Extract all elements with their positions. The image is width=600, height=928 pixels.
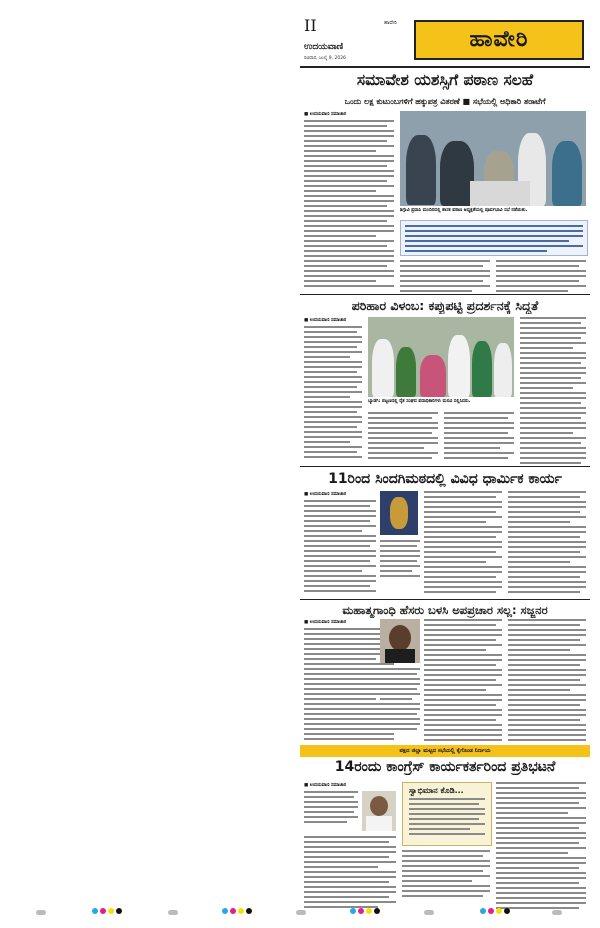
article-4-column-4 (380, 668, 420, 733)
article-1-info-box (400, 220, 588, 256)
registration-mark (36, 910, 46, 915)
article-5-column-2 (304, 836, 396, 911)
headline-1: ಸಮಾವೇಶ ಯಶಸ್ಸಿಗೆ ಪಠಾಣ ಸಲಹೆ (356, 71, 534, 89)
byline-2: ■ ಉದಯವಾಣಿ ಸಮಾಚಾರ (304, 318, 347, 323)
cyan-dot (222, 908, 228, 914)
registration-mark (168, 910, 178, 915)
headline-4: ಮಹಾತ್ಮಗಾಂಧಿ ಹೆಸರು ಬಳಸಿ ಅಪಪ್ರಚಾರ ಸಲ್ಲ: ಸಜ್ಜನರ (342, 603, 548, 617)
article-4-column-3 (508, 619, 586, 744)
article-5-photo (362, 791, 396, 831)
headline-2: ಪರಿಹಾರ ವಿಳಂಬ: ಕಪ್ಪುಪಟ್ಟಿ ಪ್ರದರ್ಶನಕ್ಕೆ ಸಿದ್ಧತೆ (351, 298, 539, 313)
dateline: ರವಿವಾರ, ಜುಲೈ 9, 2026 (304, 56, 346, 61)
district-banner (414, 20, 584, 60)
yellow-dot (238, 908, 244, 914)
cyan-dot (480, 908, 486, 914)
article-3-column-3 (508, 491, 586, 596)
yellow-dot (108, 908, 114, 914)
newspaper-page (300, 14, 590, 904)
article-1-photo (400, 111, 586, 206)
article-3-photo (380, 491, 418, 535)
article-1-column-2 (400, 260, 490, 295)
article-1-caption: ಶಿಗ್ಗಾವಿ ಪ್ರವಾಸಿ ಮಂದಿರದಲ್ಲಿ ಶಾಸಕ ಪಠಾಣ ಅಧ್ಯಕ್ಷತೆಯಲ್ಲಿ ಪೂರ್ವಭಾವಿ ಸಭೆ ನಡೆಯಿತು. (400, 208, 528, 213)
article-5-column-3 (402, 850, 490, 900)
article-5-column-1 (304, 791, 358, 826)
registration-mark (424, 910, 434, 915)
article-1-column-1 (304, 120, 394, 290)
registration-mark (296, 910, 306, 915)
black-dot (504, 908, 510, 914)
article-2-column-2 (520, 317, 586, 467)
registration-mark (552, 910, 562, 915)
cyan-dot (350, 908, 356, 914)
article-4-column-2 (424, 619, 502, 744)
page-number: II (304, 16, 317, 35)
yellow-dot (366, 908, 372, 914)
yellow-dot (496, 908, 502, 914)
quote-title: ಸ್ವಾಭಿಮಾನ ಕೊಡಿ... (409, 786, 464, 795)
headline-3: 11ರಿಂದ ಸಿಂದಗಿಮಠದಲ್ಲಿ ವಿವಿಧ ಧಾರ್ಮಿಕ ಕಾರ್ಯ (328, 471, 562, 487)
article-3-column-2 (424, 491, 502, 596)
magenta-dot (358, 908, 364, 914)
byline-5: ■ ಉದಯವಾಣಿ ಸಮಾಚಾರ (304, 783, 347, 788)
article-3-column-4 (380, 540, 420, 580)
edition-label: ಹಾವೇರಿ (384, 20, 397, 26)
quote-box (402, 782, 492, 846)
divider-1 (300, 294, 590, 295)
masthead-rule (300, 66, 590, 68)
byline-1: ■ ಉದಯವಾಣಿ ಸಮಾಚಾರ (304, 112, 347, 117)
byline-3: ■ ಉದಯವಾಣಿ ಸಮಾಚಾರ (304, 492, 347, 497)
article-2-caption: ಬ್ಯಾಡಗಿ: ಪಟ್ಟಣದಲ್ಲಿ ರೈತ ಸಂಘದ ಪದಾಧಿಕಾರಿಗಳು ಮನವಿ ಸಲ್ಲಿಸಿದರು. (368, 399, 471, 404)
cyan-dot (92, 908, 98, 914)
article-3-column-1 (304, 500, 376, 595)
black-dot (246, 908, 252, 914)
headline-5: 14ರಂದು ಕಾಂಗ್ರೆಸ್ ಕಾರ್ಯಕರ್ತರಿಂದ ಪ್ರತಿಭಟನೆ (334, 759, 556, 775)
magenta-dot (230, 908, 236, 914)
magenta-dot (100, 908, 106, 914)
article-5-column-4 (496, 782, 586, 912)
byline-4: ■ ಉದಯವಾಣಿ ಸಮಾಚಾರ (304, 620, 347, 625)
newspaper-brand: ಉದಯವಾಣಿ (304, 42, 344, 52)
article-1-column-3 (496, 260, 586, 295)
district-title: ಹಾವೇರಿ (469, 27, 529, 52)
article-2-column-1 (304, 326, 362, 461)
black-dot (374, 908, 380, 914)
subheadline-1: ಒಂದು ಲಕ್ಷ ಕುಟುಂಬಗಳಿಗೆ ಹಕ್ಕುಪತ್ರ ವಿತರಣೆ ■ ಸಭೆಯಲ್ಲಿ ಅಧಿಕಾರಿ ತರಾಟೆಗೆ (344, 97, 546, 106)
article-2-column-4 (444, 412, 514, 462)
black-dot (116, 908, 122, 914)
article-4-photo (380, 619, 420, 663)
article-2-column-3 (368, 412, 438, 462)
magenta-dot (488, 908, 494, 914)
divider-2 (300, 466, 590, 467)
article-2-photo (368, 317, 514, 397)
divider-3 (300, 599, 590, 600)
section-banner: ಪಕ್ಷದ ಜಿಲ್ಲಾ ಮಟ್ಟದ ಸಭೆಯಲ್ಲಿ ಕೈಗೊಂಡ ನಿರ್ಣಯ (300, 745, 590, 757)
